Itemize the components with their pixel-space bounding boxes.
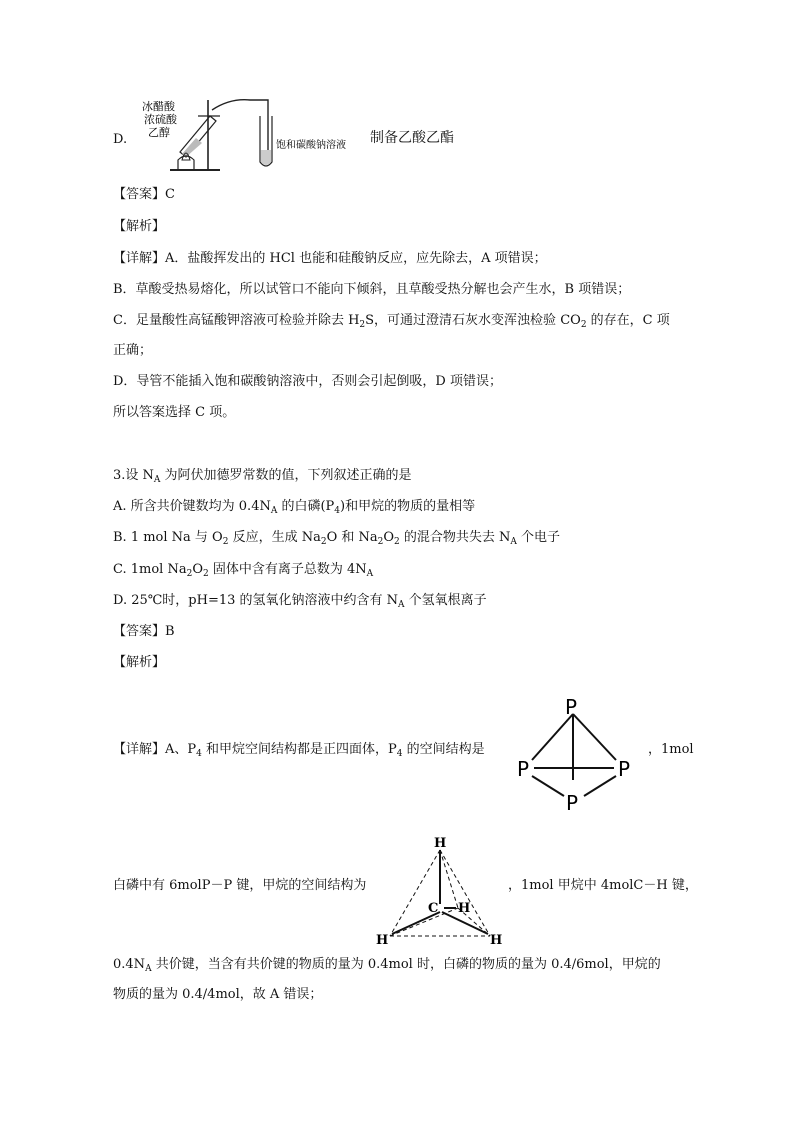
detail-2-d: D．导管不能插入饱和碳酸钠溶液中，否则会引起倒吸，D 项错误； [113,374,502,389]
p4-atom-top: P [565,695,578,719]
ch4-atom-inner-h: H [458,901,471,916]
detail-2-c2: 正确； [113,343,153,358]
p4-atom-left: P [517,757,530,781]
ch4-atom-right-h: H [490,933,503,948]
ch4-atom-top-h: H [434,836,447,851]
answer-2: 【答案】C [113,187,175,202]
option-d-letter: D. [113,132,128,147]
question-3-option-a: A. 所含共价键数均为 $0.4N_A$ 的白磷$(P_4)$和甲烷的物质的量相等 [113,499,476,516]
analysis-3: 【解析】 [113,655,166,670]
option-d-caption: 制备乙酸乙酯 [370,130,454,146]
question-3-option-b: B. 1 mol Na 与 $O_2$ 反应，生成 $Na_2O$ 和 $Na_2O_2$ 的混合物共失去 $N_A$ 个电子 [113,530,561,547]
detail-3-line-1: 【详解】A、$P_4$ 和甲烷空间结构都是正四面体，$P_4$ 的空间结构是 [113,742,485,759]
analysis-2: 【解析】 [113,219,166,234]
detail-2-b: B．草酸受热易熔化，所以试管口不能向下倾斜，且草酸受热分解也会产生水，B 项错误； [113,282,631,297]
question-3-stem: 3.设 $N_A$ 为阿伏加德罗常数的值，下列叙述正确的是 [113,468,412,485]
answer-3: 【答案】B [113,624,175,639]
p4-atom-right: P [618,757,631,781]
methane-structure-diagram [370,832,506,948]
label-saturated-sodium-carbonate: 饱和碳酸钠溶液 [276,140,346,151]
detail-3-line-3: $0.4N_A$ 共价键，当含有共价键的物质的量为 0.4mol 时，白磷的物质的量为 0.4/6mol，甲烷的 [113,957,661,974]
detail-2-conclusion: 所以答案选择 C 项。 [113,405,236,420]
label-conc-sulfuric-acid: 浓硫酸 [144,113,177,126]
question-3-option-d: D. 25℃时，pH=13 的氢氧化钠溶液中约含有 $N_A$ 个氢氧根离子 [113,593,487,610]
label-glacial-acetic-acid: 冰醋酸 [142,100,175,113]
ch4-atom-left-h: H [376,933,389,948]
ester-apparatus-diagram [140,94,360,176]
detail-3-line-4: 物质的量为 0.4/4mol，故 A 错误； [113,987,323,1002]
detail-2-c1: C．足量酸性高锰酸钾溶液可检验并除去 $H_2S$，可通过澄清石灰水变浑浊检验 $CO_2$ 的存在，C 项 [113,313,670,330]
p4-atom-bottom: P [566,791,579,815]
question-3-option-c: C. 1mol $Na_2O_2$ 固体中含有离子总数为 $4N_A$ [113,562,374,579]
detail-3-line-2: 白磷中有 6molP－P 键，甲烷的空间结构为 [113,878,367,893]
p4-structure-diagram [508,692,648,816]
label-ethanol: 乙醇 [148,126,170,139]
detail-3-line-2-tail: ，1mol 甲烷中 4molC－H 键， [508,878,698,893]
detail-2-a: 【详解】A．盐酸挥发出的 HCl 也能和硅酸钠反应，应先除去，A 项错误； [113,251,547,266]
detail-3-line-1-tail: ，1mol [648,742,694,757]
ch4-atom-c: C [428,901,439,916]
